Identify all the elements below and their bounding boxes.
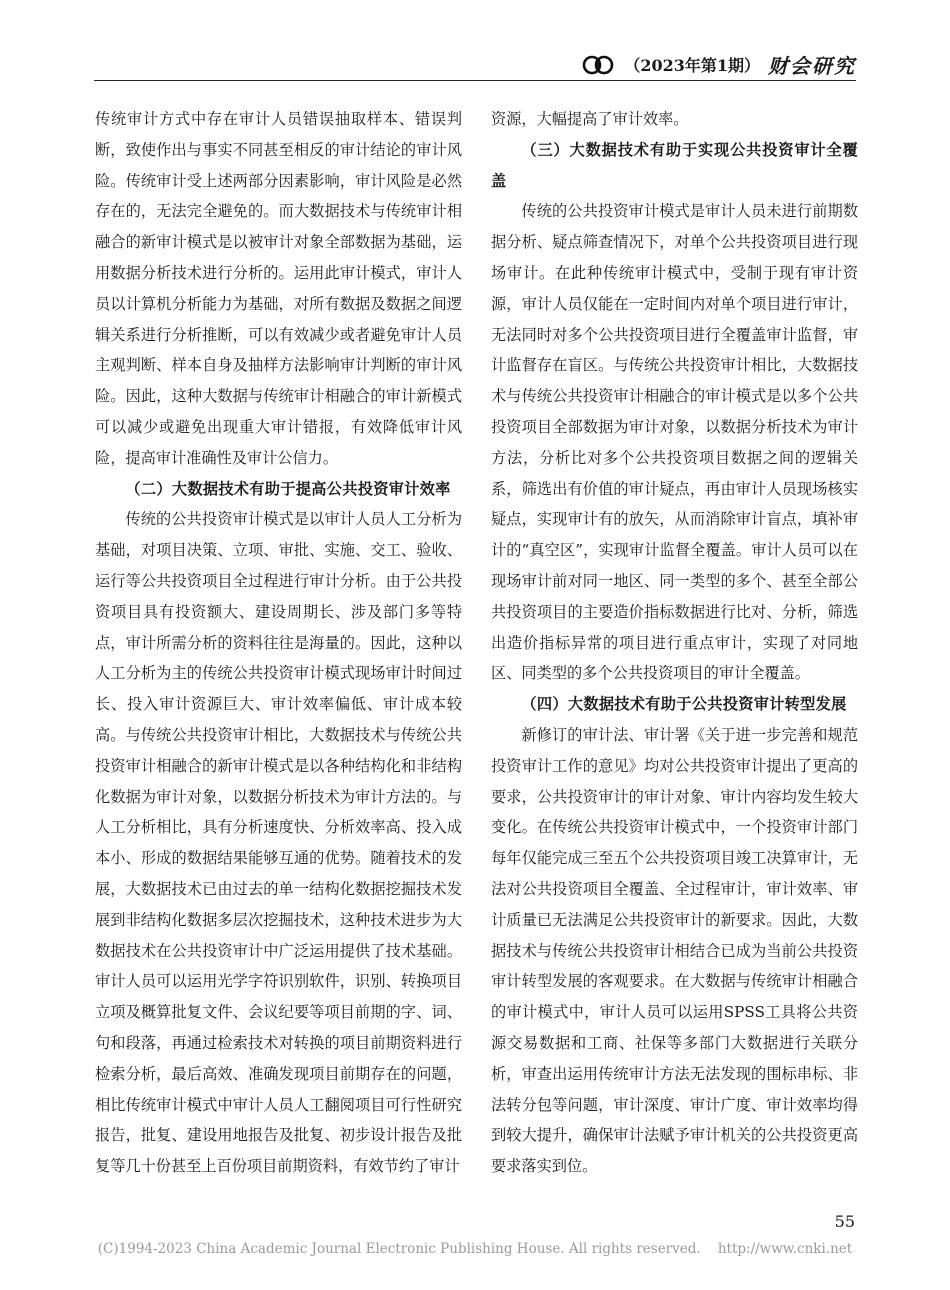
issue-label: （2023年第1期） — [624, 56, 760, 75]
left-column — [95, 104, 462, 1182]
paragraph: 传统审计方式中存在审计人员错误抽取样本、错误判断，致使作出与事实不同甚至相反的审计结论的审计风险。传统审计受上述两部分因素影响，审计风险是必然存在的，无法完全避免的。而大数据技术与传统审计相融合的新审计模式是以被审计对象全部数据为基础，运用数据分析技术进行分析的。运用此审计模式，审计人员以计算机分析能力为基础，对所有数据及数据之间逻辑关系进行分析推断，可以有效减少或者避免审计人员主观判断、样本自身及抽样方法影响审计判断的审计风险。因此，这种大数据与传统审计相融合的审计新模式可以减少或避免出现重大审计错报，有效降低审计风险，提高审计准确性及审计公信力。 — [95, 110, 462, 467]
header-right — [582, 50, 856, 79]
running-header — [94, 44, 856, 81]
journal-logo-icon — [582, 55, 616, 75]
paragraph: 资源，大幅提高了审计效率。 — [491, 110, 689, 128]
paragraph: 新修订的审计法、审计署《关于进一步完善和规范投资审计工作的意见》均对公共投资审计提出了更高的要求，公共投资审计的审计对象、审计内容均发生较大变化。在传统公共投资审计模式中，一个投资审计部门每年仅能完成三至五个公共投资项目竣工决算审计，无法对公共投资项目全覆盖、全过程审计，审计效率、审计质量已无法满足公共投资审计的新要求。因此，大数据技术与传统公共投资审计相结合已成为当前公共投资审计转型发展的客观要求。在大数据与传统审计相融合的审计模式中，审计人员可以运用SPSS工具将公共资源交易数据和工商、社保等多部门大数据进行关联分析，审查出运用传统审计方法无法发现的围标串标、非法转分包等问题，审计深度、审计广度、审计效率均得到较大提升，确保审计法赋予审计机关的公共投资更高要求落实到位。 — [491, 725, 858, 1176]
right-column — [491, 104, 858, 1182]
section-heading: （四）大数据技术有助于公共投资审计转型发展 — [521, 695, 847, 714]
copyright-footer: (C)1994-2023 China Academic Journal Electronic Publishing House. All rights reserved. http://www.cnki.net — [97, 1241, 853, 1257]
section-heading: （三）大数据技术有助于实现公共投资审计全覆盖 — [491, 140, 858, 190]
paragraph: 传统的公共投资审计模式是以审计人员人工分析为基础，对项目决策、立项、审批、实施、交工、验收、运行等公共投资项目全过程进行审计分析。由于公共投资项目具有投资额大、建设周期长、涉及部门多等特点，审计所需分析的资料往往是海量的。因此，这种以人工分析为主的传统公共投资审计模式现场审计时间过长、投入审计资源巨大、审计效率偏低、审计成本较高。与传统公共投资审计相比，大数据技术与传统公共投资审计相融合的新审计模式是以各种结构化和非结构化数据为审计对象，以数据分析技术为审计方法的。与人工分析相比，具有分析速度快、分析效率高、投入成本小、形成的数据结果能够互通的优势。随着技术的发展，大数据技术已由过去的单一结构化数据挖掘技术发展到非结构化数据多层次挖掘技术，这种技术进步为大数据技术在公共投资审计中广泛运用提供了技术基础。审计人员可以运用光学字符识别软件，识别、转换项目立项及概算批复文件、会议纪要等项目前期的字、词、句和段落，再通过检索技术对转换的项目前期资料进行检索分析，最后高效、准确发现项目前期存在的问题，相比传统审计模式中审计人员人工翻阅项目可行性研究报告，批复、建设用地报告及批复、初步设计报告及批复等几十份甚至上百份项目前期资料，有效节约了审计 — [95, 510, 462, 1176]
paragraph: 传统的公共投资审计模式是审计人员未进行前期数据分析、疑点筛查情况下，对单个公共投资项目进行现场审计。在此种传统审计模式中，受制于现有审计资源，审计人员仅能在一定时间内对单个项目进行审计，无法同时对多个公共投资项目进行全覆盖审计监督，审计监督存在盲区。与传统公共投资审计相比，大数据技术与传统公共投资审计相融合的审计模式是以多个公共投资项目全部数据为审计对象，以数据分析技术为审计方法，分析比对多个公共投资项目数据之间的逻辑关系，筛选出有价值的审计疑点，再由审计人员现场核实疑点，实现审计有的放矢，从而消除审计盲点，填补审计的“真空区”，实现审计监督全覆盖。审计人员可以在现场审计前对同一地区、同一类型的多个、甚至全部公共投资项目的主要造价指标数据进行比对、分析，筛选出造价指标异常的项目进行重点审计，实现了对同地区、同类型的多个公共投资项目的审计全覆盖。 — [491, 202, 858, 683]
journal-title: 财会研究 — [768, 54, 856, 78]
page-number: 55 — [834, 1212, 855, 1231]
section-heading: （二）大数据技术有助于提高公共投资审计效率 — [125, 479, 451, 498]
